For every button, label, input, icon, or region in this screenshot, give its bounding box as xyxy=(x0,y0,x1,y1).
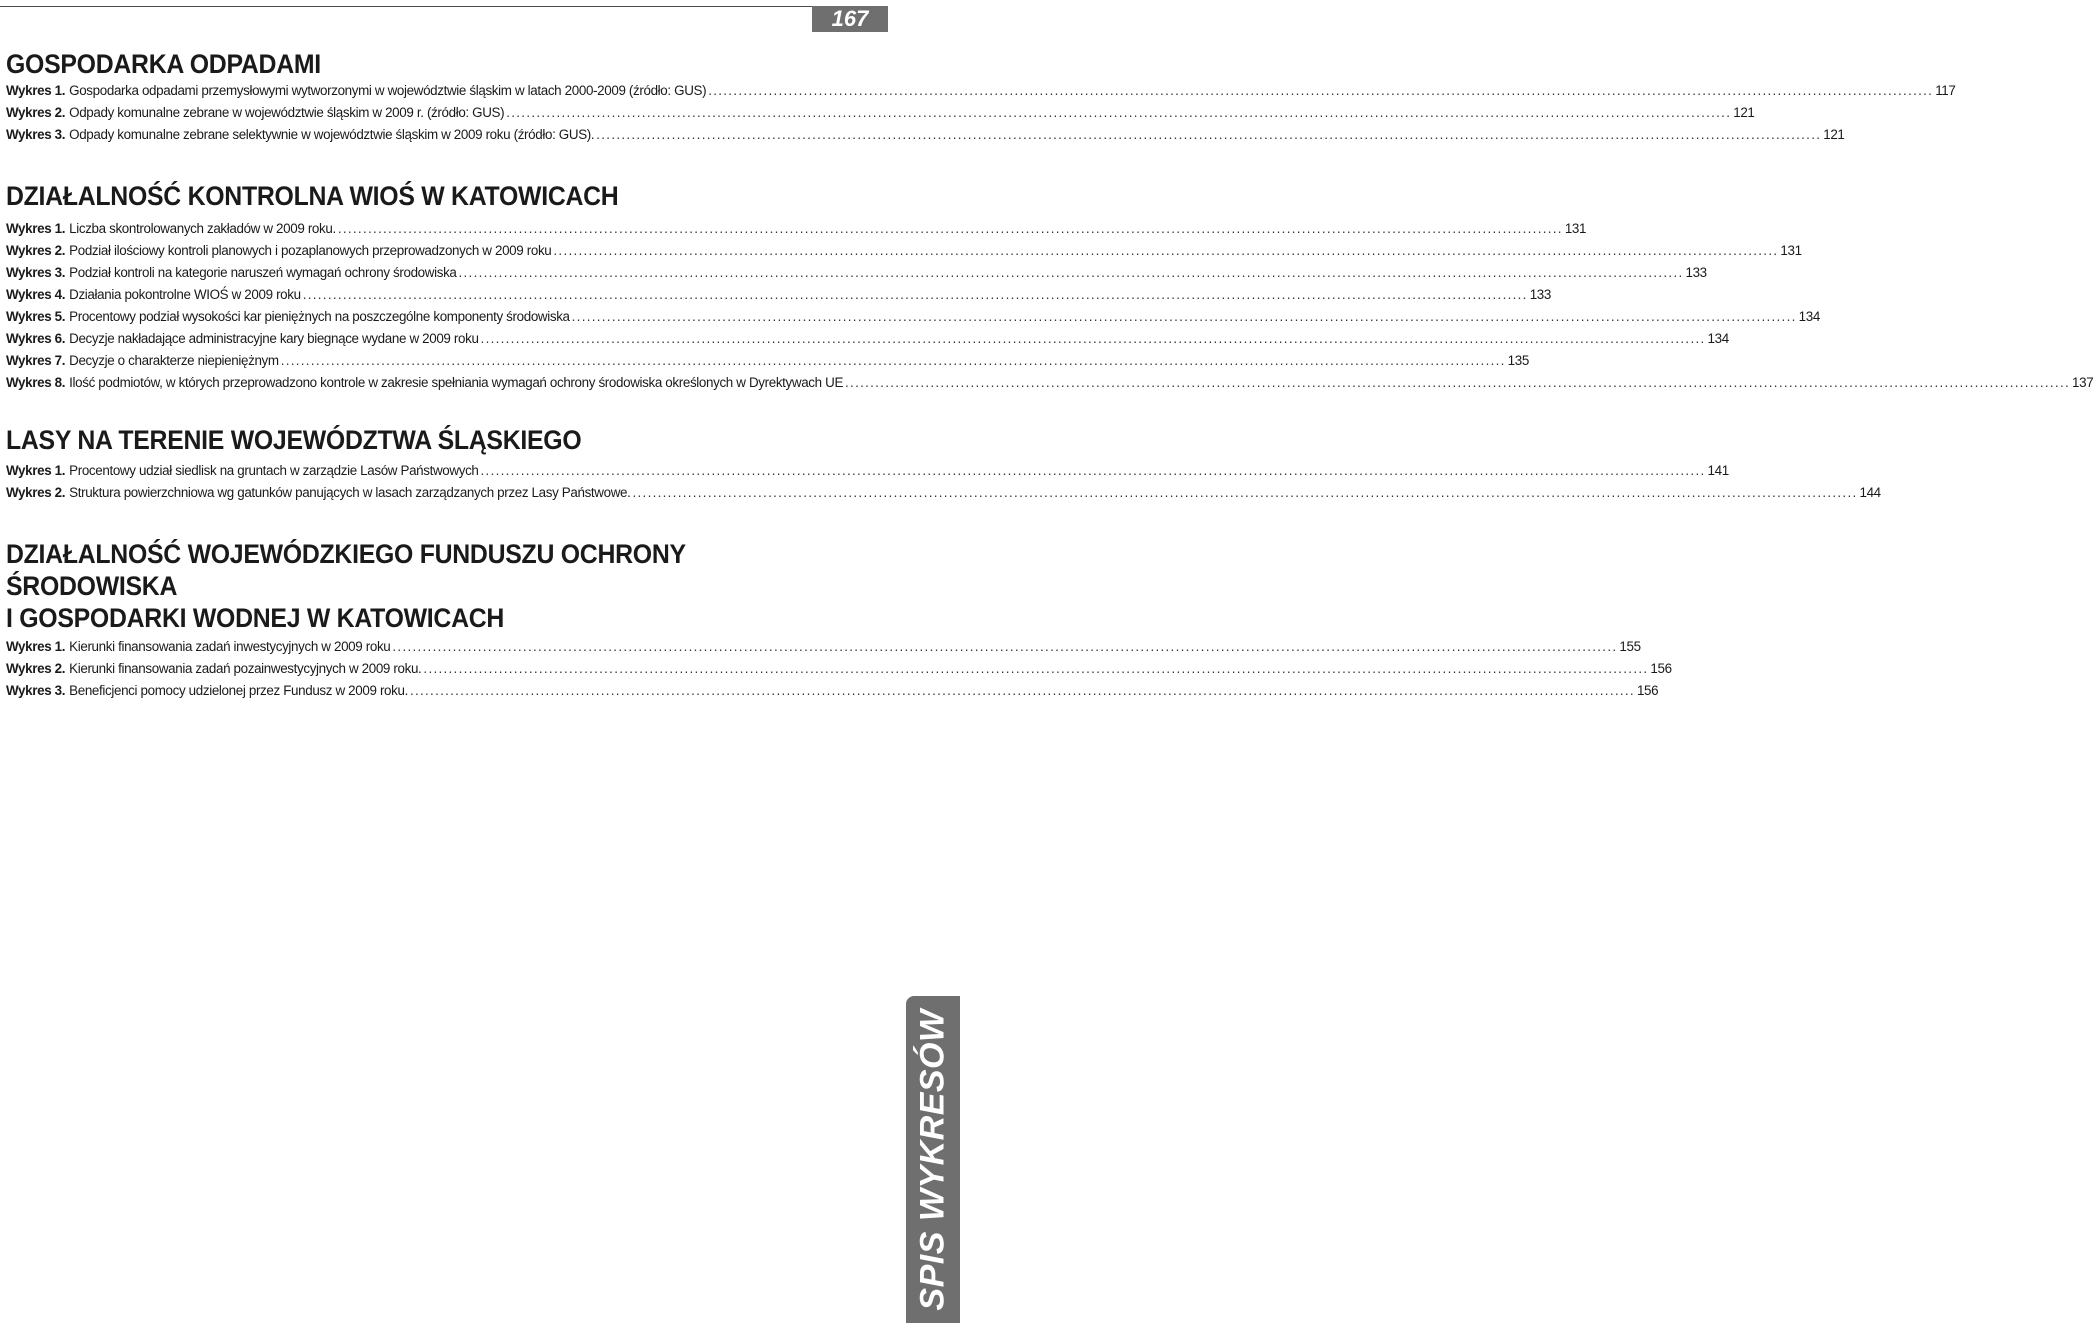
dot-leader xyxy=(281,350,1506,372)
entry-label: Wykres 2. xyxy=(6,485,66,500)
dot-leader xyxy=(481,460,1706,482)
entry-page: 144 xyxy=(1859,485,1881,500)
section-title: DZIAŁALNOŚĆ KONTROLNA WIOŚ W KATOWICACH xyxy=(6,181,619,211)
section-title-line-1: DZIAŁALNOŚĆ WOJEWÓDZKIEGO FUNDUSZU OCHRONY ŚRODOWISKA xyxy=(6,539,686,601)
entry-label: Wykres 5. xyxy=(6,309,66,324)
dot-leader xyxy=(410,680,1635,702)
section-title: GOSPODARKA ODPADAMI xyxy=(6,49,321,79)
entry-page: 156 xyxy=(1636,683,1659,698)
toc-entry[interactable] xyxy=(6,372,2093,394)
toc-entry[interactable] xyxy=(6,240,1802,262)
entry-page: 155 xyxy=(1619,639,1641,654)
entry-label: Wykres 1. xyxy=(6,463,66,478)
toc-entry[interactable] xyxy=(6,102,1755,124)
toc-entry[interactable] xyxy=(6,306,1820,328)
entry-label: Wykres 3. xyxy=(6,127,66,142)
entry-page: 133 xyxy=(1685,265,1707,280)
toc-entry[interactable] xyxy=(6,284,1551,306)
dot-leader xyxy=(338,218,1563,240)
entry-label: Wykres 1. xyxy=(6,221,66,236)
entry-label: Wykres 2. xyxy=(6,105,66,120)
dot-leader xyxy=(303,284,1528,306)
dot-leader xyxy=(845,372,2070,394)
page-number: 167 xyxy=(812,6,888,32)
section-title: LASY NA TERENIE WOJEWÓDZTWA ŚLĄSKIEGO xyxy=(6,425,582,455)
section-wfosigw xyxy=(6,538,1672,702)
toc-entry[interactable] xyxy=(6,680,1659,702)
entry-text: Struktura powierzchniowa wg gatunków panujących w lasach zarządzanych przez Lasy Państwowe. xyxy=(69,485,631,500)
entry-text: Ilość podmiotów, w których przeprowadzono kontrole w zakresie spełniania wymagań ochrony środowiska określonych w Dyrektywach UE xyxy=(69,375,844,390)
entry-label: Wykres 7. xyxy=(6,353,66,368)
toc-entry[interactable] xyxy=(6,658,1672,680)
dot-leader xyxy=(481,328,1706,350)
entry-label: Wykres 3. xyxy=(6,683,66,698)
toc-entry[interactable] xyxy=(6,124,1845,146)
side-tab xyxy=(906,996,960,1323)
dot-leader xyxy=(596,124,1821,146)
entry-page: 117 xyxy=(1935,83,1956,98)
entry-page: 131 xyxy=(1780,243,1802,258)
entry-page: 141 xyxy=(1707,463,1729,478)
toc-entry[interactable] xyxy=(6,218,1587,240)
entry-page: 137 xyxy=(2072,375,2093,390)
entry-label: Wykres 1. xyxy=(6,639,66,654)
toc-entry[interactable] xyxy=(6,80,1956,102)
entry-label: Wykres 2. xyxy=(6,243,66,258)
entry-text: Podział kontroli na kategorie naruszeń wymagań ochrony środowiska xyxy=(69,265,457,280)
entry-text: Odpady komunalne zebrane w województwie śląskim w 2009 r. (źródło: GUS) xyxy=(69,105,505,120)
entry-page: 134 xyxy=(1798,309,1820,324)
toc-entry[interactable] xyxy=(6,460,1729,482)
toc-entry[interactable] xyxy=(6,350,1529,372)
entry-text: Procentowy podział wysokości kar pieniężnych na poszczególne komponenty środowiska xyxy=(69,309,570,324)
section-title-line-2: I GOSPODARKI WODNEJ W KATOWICACH xyxy=(6,603,505,633)
entry-text: Procentowy udział siedlisk na gruntach w zarządzie Lasów Państwowych xyxy=(69,463,479,478)
entry-page: 121 xyxy=(1733,105,1755,120)
entry-page: 121 xyxy=(1823,127,1845,142)
dot-leader xyxy=(392,636,1617,658)
entry-page: 134 xyxy=(1707,331,1729,346)
entry-text: Podział ilościowy kontroli planowych i pozaplanowych przeprowadzonych w 2009 roku xyxy=(69,243,552,258)
entry-label: Wykres 8. xyxy=(6,375,66,390)
side-tab-label: SPIS WYKRESÓW xyxy=(913,1008,952,1311)
dot-leader xyxy=(553,240,1778,262)
dot-leader xyxy=(459,262,1684,284)
dot-leader xyxy=(708,80,1933,102)
entry-text: Działania pokontrolne WIOŚ w 2009 roku xyxy=(69,287,301,302)
entry-page: 131 xyxy=(1564,221,1587,236)
entry-text: Liczba skontrolowanych zakładów w 2009 roku. xyxy=(69,221,336,236)
dot-leader xyxy=(572,306,1797,328)
toc-entry[interactable] xyxy=(6,482,1881,504)
table-of-figures xyxy=(6,48,2093,732)
entry-label: Wykres 1. xyxy=(6,83,66,98)
entry-text: Decyzje nakładające administracyjne kary biegnące wydane w 2009 roku xyxy=(69,331,479,346)
entry-label: Wykres 4. xyxy=(6,287,66,302)
entry-text: Decyzje o charakterze niepieniężnym xyxy=(69,353,279,368)
dot-leader xyxy=(506,102,1731,124)
entry-page: 133 xyxy=(1529,287,1551,302)
entry-label: Wykres 2. xyxy=(6,661,66,676)
section-lasy xyxy=(6,424,1881,504)
entry-text: Beneficjenci pomocy udzielonej przez Fundusz w 2009 roku. xyxy=(69,683,408,698)
section-dzialalnosc-kontrolna xyxy=(6,180,2093,394)
dot-leader xyxy=(633,482,1858,504)
header-rule xyxy=(0,6,888,35)
toc-entry[interactable] xyxy=(6,636,1641,658)
section-gospodarka-odpadami xyxy=(6,48,1956,146)
toc-entry[interactable] xyxy=(6,262,1707,284)
entry-label: Wykres 3. xyxy=(6,265,66,280)
entry-page: 135 xyxy=(1507,353,1529,368)
entry-text: Odpady komunalne zebrane selektywnie w województwie śląskim w 2009 roku (źródło: GUS). xyxy=(69,127,595,142)
dot-leader xyxy=(423,658,1648,680)
entry-text: Kierunki finansowania zadań pozainwestycyjnych w 2009 roku. xyxy=(69,661,422,676)
entry-text: Gospodarka odpadami przemysłowymi wytworzonymi w województwie śląskim w latach 2000-2009 (źródło: GUS) xyxy=(69,83,707,98)
entry-label: Wykres 6. xyxy=(6,331,66,346)
toc-entry[interactable] xyxy=(6,328,1729,350)
entry-text: Kierunki finansowania zadań inwestycyjnych w 2009 roku xyxy=(69,639,391,654)
entry-page: 156 xyxy=(1650,661,1672,676)
